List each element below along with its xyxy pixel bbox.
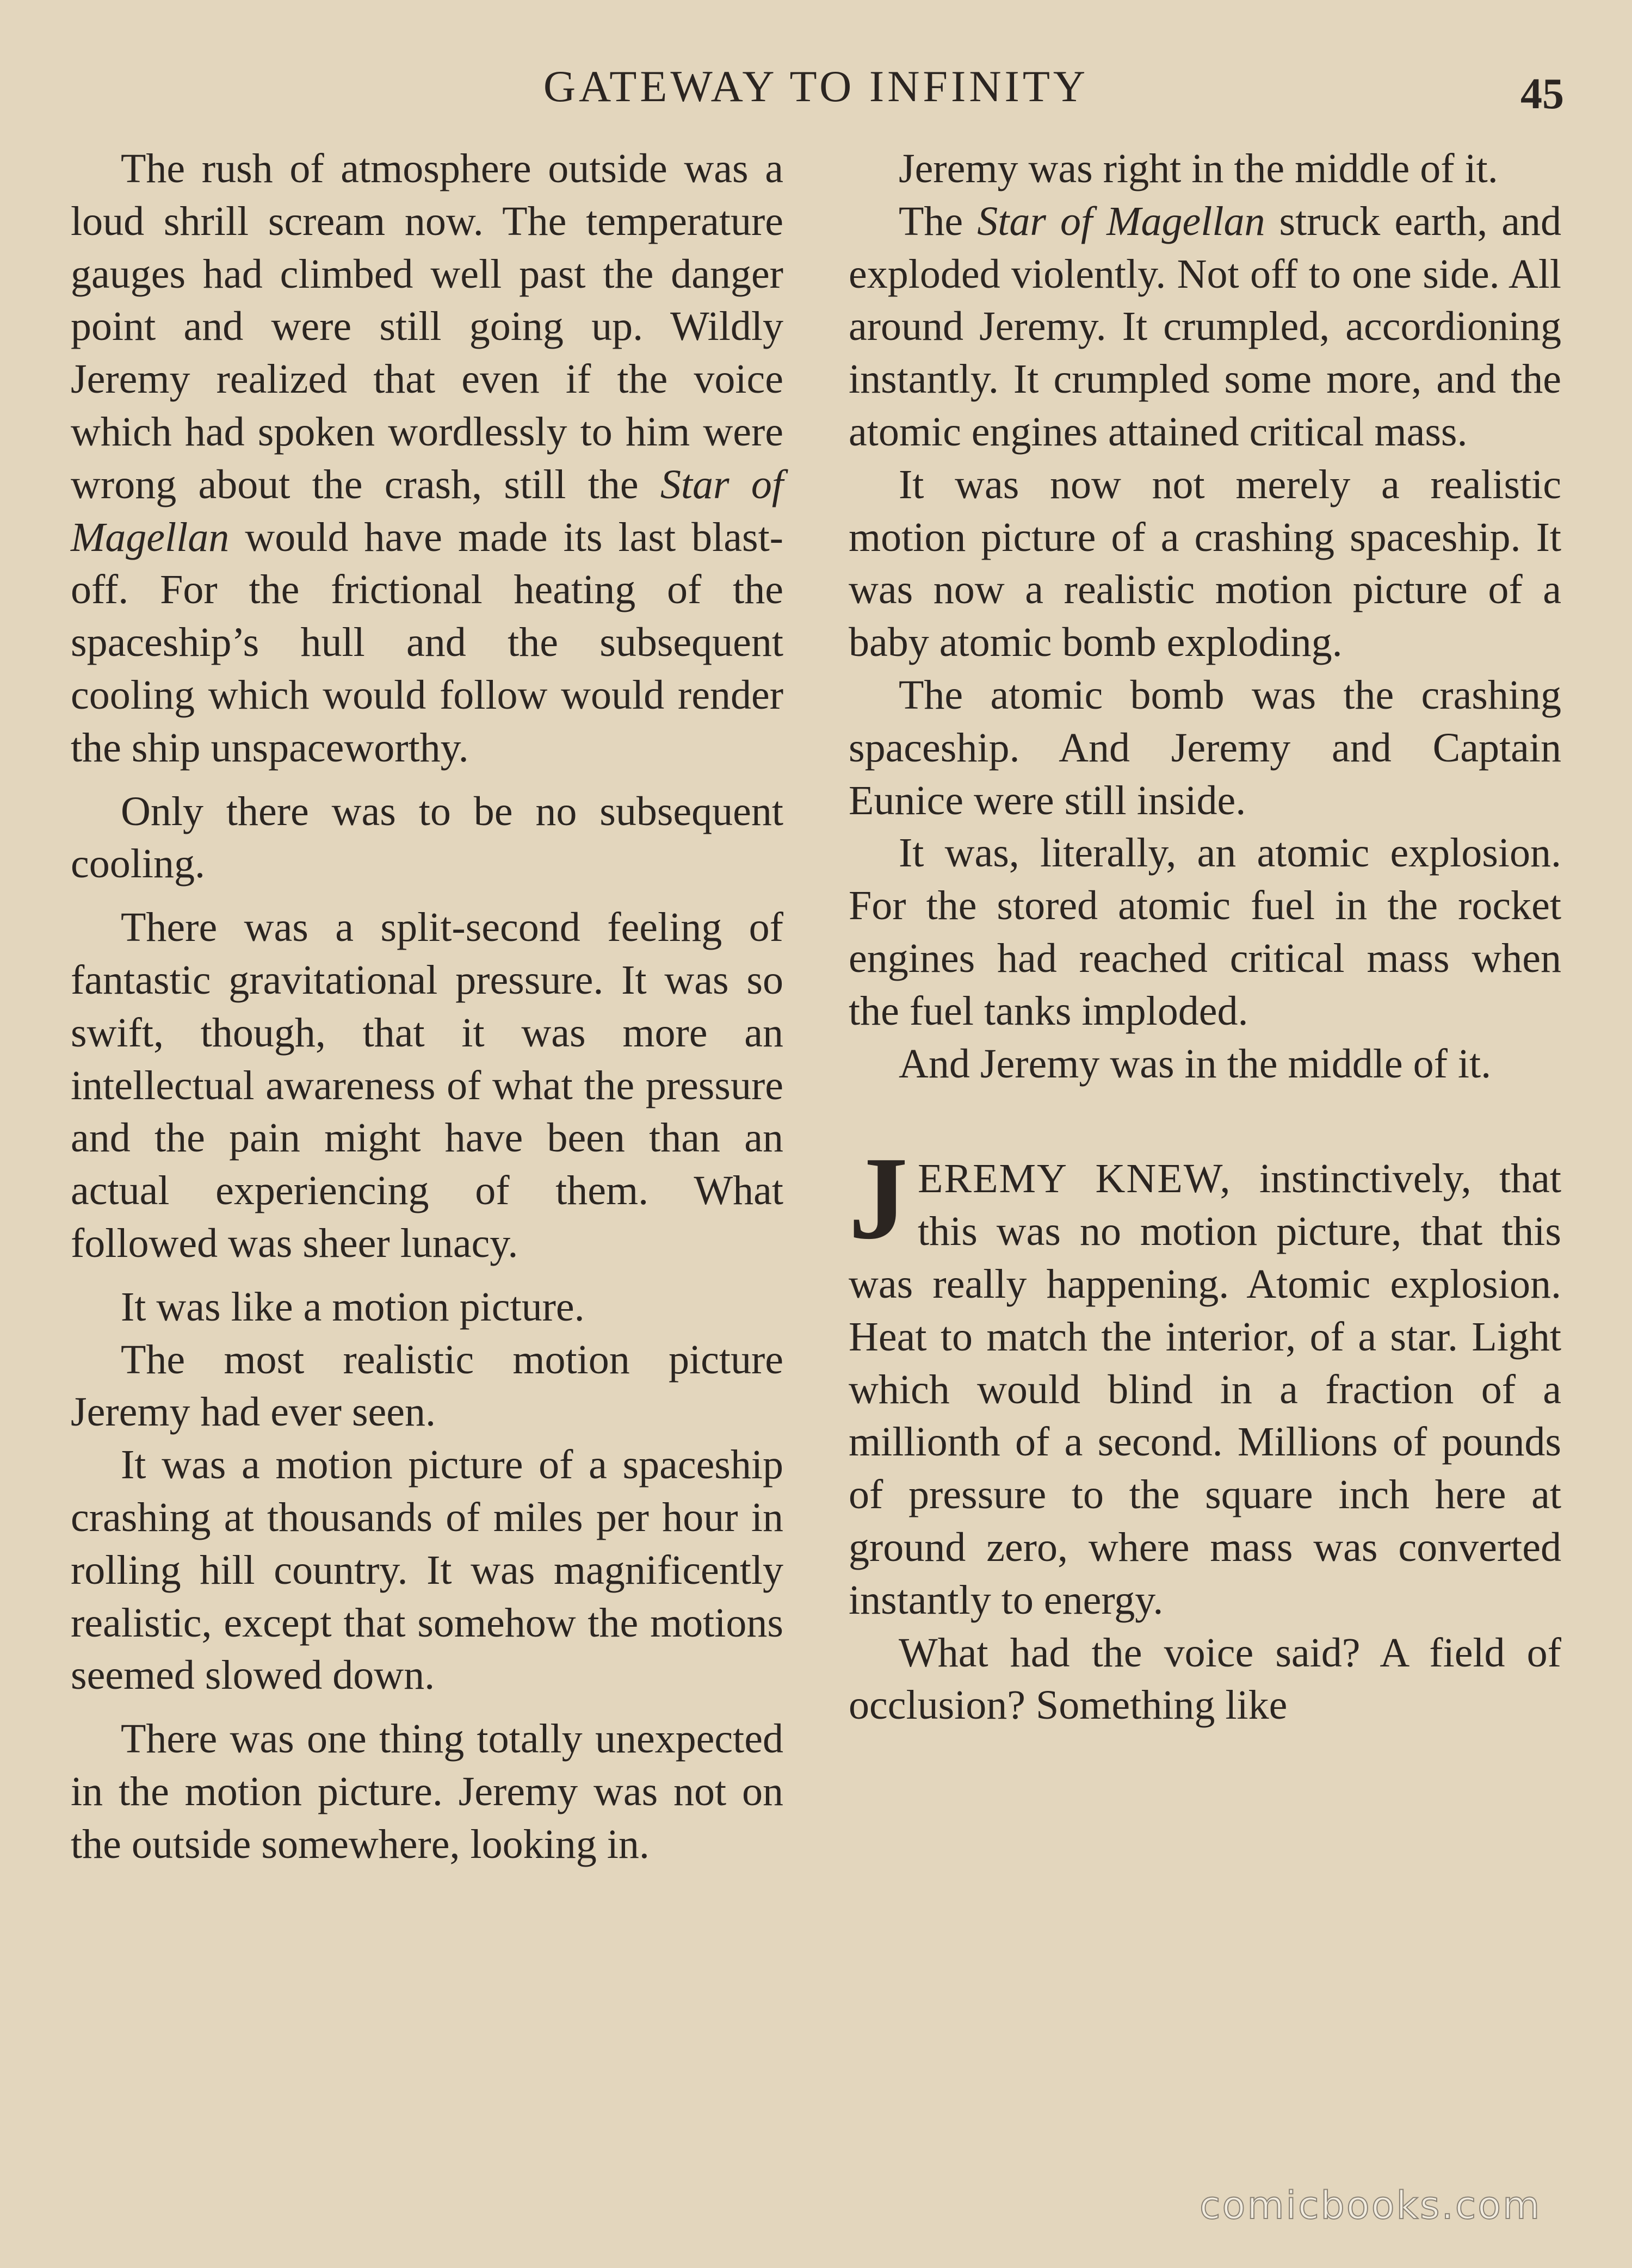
paragraph: What had the voice said? A field of occlusion? Something like — [849, 1629, 1561, 1728]
paragraph: Only there was to be no subsequent cooling. — [71, 788, 783, 887]
paragraph: The most realistic motion picture Jeremy had ever seen. — [71, 1336, 783, 1435]
paragraph: The atomic bomb was the crashing spaceship. And Jeremy and Captain Eunice were still inside. — [849, 672, 1561, 823]
paragraph: The rush of atmosphere outside was a loud shrill scream now. The temperature gauges had climbed well past the danger point and were still going up. Wildly Jeremy realized that even if the voice which had spoken wordlessly to him were wrong about the crash, still the Star of Magellan would have made its last blast-off. For the frictional heating of the spaceship’s hull and the subsequent cooling which would follow would render the ship unspaceworthy. — [71, 146, 784, 771]
running-head: GATEWAY TO INFINITY — [543, 61, 1089, 111]
paragraph: It was now not merely a realistic motion picture of a crashing spaceship. It was now a realistic motion picture of a baby atomic bomb exploding. — [849, 461, 1561, 666]
paragraph: There was a split-second feeling of fantastic gravitational pressure. It was so swift, though, that it was more an intellectual awareness of what the pressure and the pain might have been than an actual experiencing of them. What followed was sheer lunacy. — [71, 904, 783, 1266]
paragraph: And Jeremy was in the middle of it. — [899, 1040, 1492, 1087]
watermark: comicbooks.com — [1200, 2183, 1542, 2228]
section-text: instinctively, that this was no motion picture, that this was really happening. Atomic explosion. Heat to match the interior, of a star. Light which would blind in a fraction of a millionth of a second. Millions of pounds of pressure to the square inch here at ground zero, where mass was converted instantly to energy. — [849, 1156, 1561, 1623]
left-column — [71, 142, 783, 1871]
section-lead-caps: EREMY KNEW, — [918, 1156, 1232, 1202]
page-number: 45 — [1520, 70, 1564, 118]
paragraph: It was, literally, an atomic explosion. For the stored atomic fuel in the rocket engines had reached critical mass when the fuel tanks imploded. — [849, 830, 1561, 1034]
paragraph: It was a motion picture of a spaceship crashing at thousands of miles per hour in rolling hill country. It was magnificently realistic, except that somehow the motions seemed slowed down. — [71, 1442, 783, 1699]
paragraph: The Star of Magellan struck earth, and exploded violently. Not off to one side. All around Jeremy. It crumpled, accordioning instantly. It crumpled some more, and the atomic engines attained critical mass. — [849, 198, 1562, 455]
paragraph: It was like a motion picture. — [121, 1284, 585, 1330]
drop-cap: J — [849, 1133, 908, 1265]
paragraph: Jeremy was right in the middle of it. — [899, 146, 1498, 191]
section-opening-paragraph — [849, 1133, 1561, 1626]
right-column — [849, 142, 1561, 1732]
paragraph: There was one thing totally unexpected in the motion picture. Jeremy was not on the outside somewhere, looking in. — [71, 1716, 783, 1867]
